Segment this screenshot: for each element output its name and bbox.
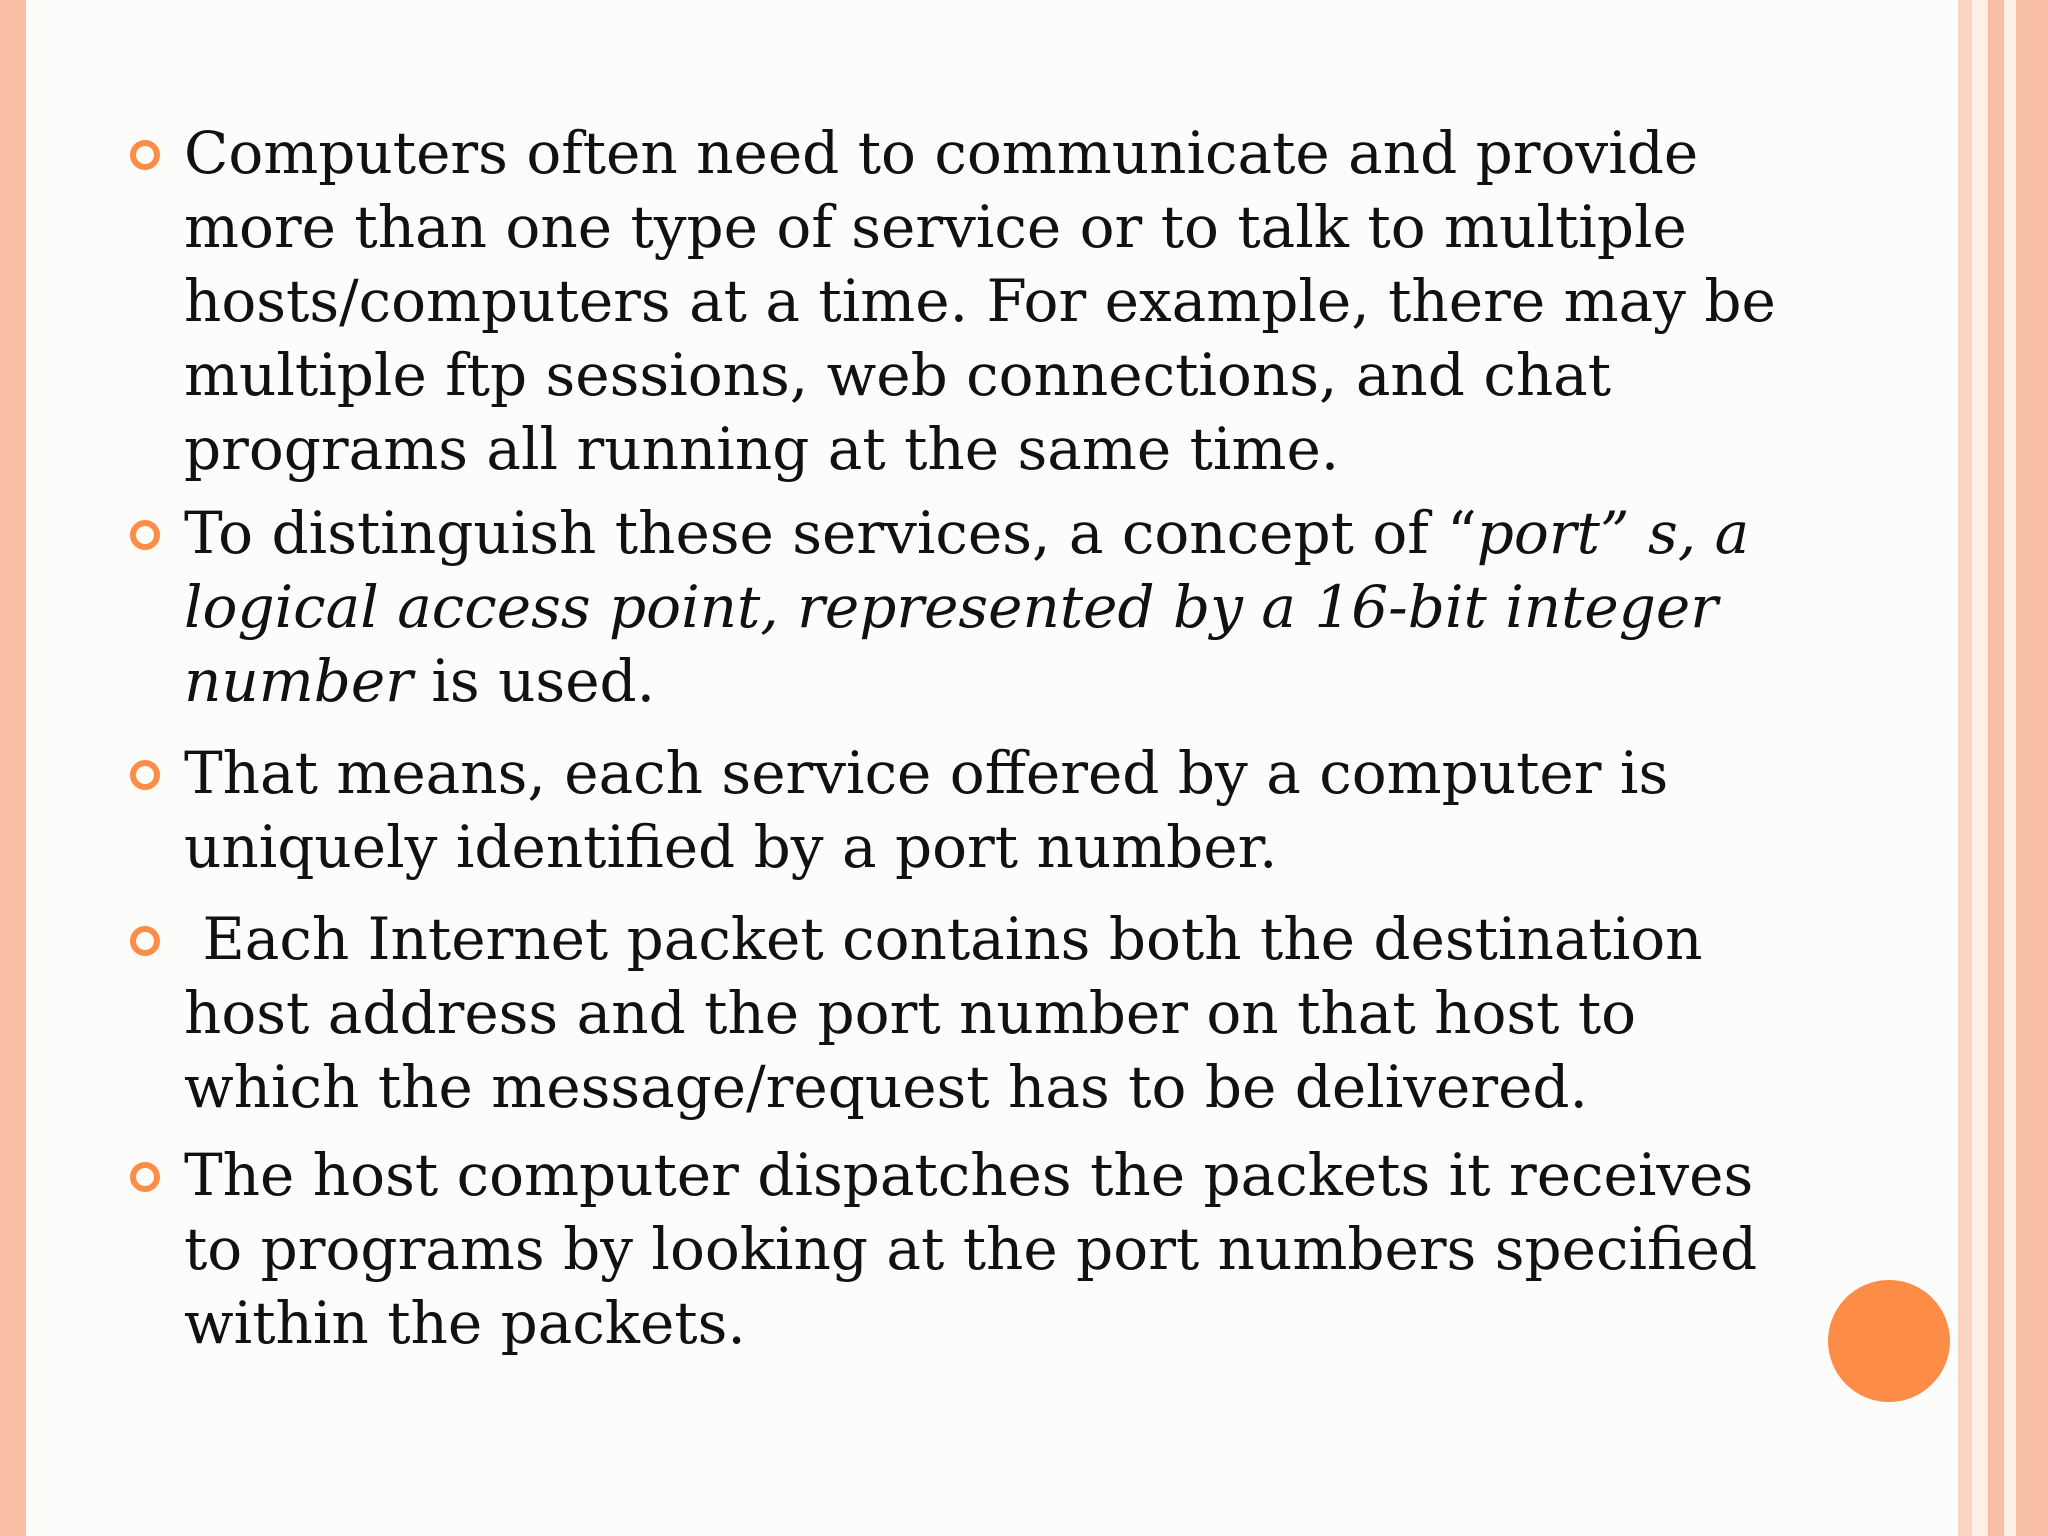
bullet-text-plain: To distinguish these services, a concept of “ — [184, 499, 1477, 567]
left-border-stripe — [0, 0, 26, 1536]
bullet-item — [130, 116, 1810, 486]
bullet-text: Computers often need to communicate and provide more than one type of service or to talk to multiple hosts/computers at a time. For example, there may be multiple ftp sessions, web connections, and chat programs all running at the same time. — [184, 119, 1776, 483]
bullet-text-italic: port” s, a logical access point, represented by a 16-bit integer number — [184, 499, 1750, 715]
right-border-gap-1 — [1972, 0, 1988, 1536]
bullet-ring-icon — [130, 140, 160, 170]
right-border-stripe-1 — [1958, 0, 1972, 1536]
bullet-item — [130, 1138, 1810, 1360]
bullet-item — [130, 496, 1810, 718]
bullet-text: Each Internet packet contains both the destination host address and the port number on that host to which the message/request has to be delivered. — [184, 905, 1721, 1121]
bullet-ring-icon — [130, 760, 160, 790]
bullet-text-tail: is used. — [412, 647, 656, 715]
bullet-text: That means, each service offered by a computer is uniquely identified by a port number. — [184, 739, 1669, 881]
bullet-list — [130, 116, 1810, 1370]
bullet-item — [130, 736, 1810, 884]
bullet-item — [130, 902, 1810, 1124]
bullet-text: The host computer dispatches the packets it receives to programs by looking at the port numbers specified within the packets. — [184, 1141, 1758, 1357]
right-border-stripe-2 — [1988, 0, 2004, 1536]
bullet-ring-icon — [130, 926, 160, 956]
right-border-stripe-3 — [2016, 0, 2048, 1536]
decorative-circle — [1828, 1280, 1950, 1402]
right-border-gap-2 — [2004, 0, 2016, 1536]
bullet-ring-icon — [130, 520, 160, 550]
bullet-ring-icon — [130, 1162, 160, 1192]
